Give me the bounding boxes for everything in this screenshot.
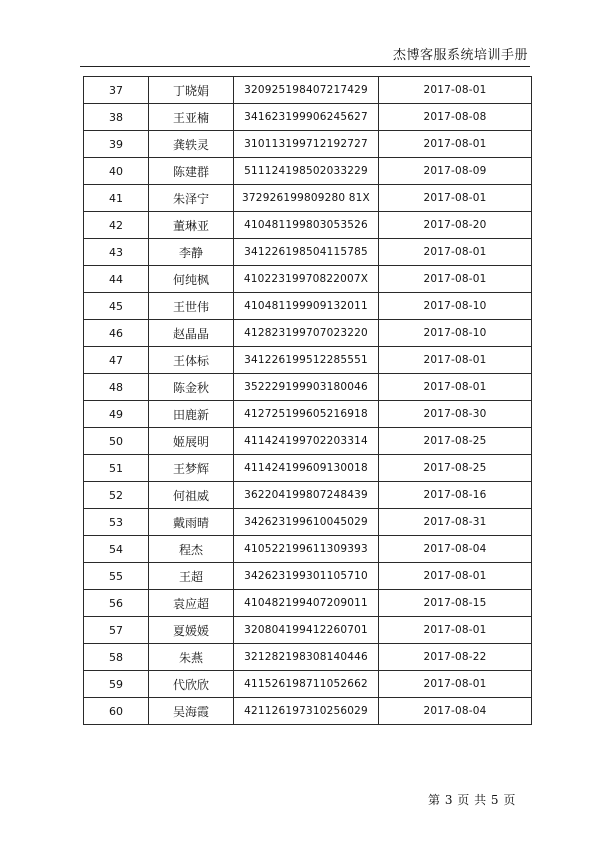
name-cell: 朱泽宁 bbox=[149, 185, 234, 212]
name-cell: 姬展明 bbox=[149, 428, 234, 455]
date-cell: 2017-08-01 bbox=[379, 266, 532, 293]
id-number-cell: 412725199605216918 bbox=[234, 401, 379, 428]
table-row bbox=[84, 536, 532, 563]
date-cell: 2017-08-10 bbox=[379, 320, 532, 347]
table-row bbox=[84, 509, 532, 536]
row-number-cell: 41 bbox=[84, 185, 149, 212]
row-number-cell: 48 bbox=[84, 374, 149, 401]
date-cell: 2017-08-01 bbox=[379, 185, 532, 212]
date-cell: 2017-08-31 bbox=[379, 509, 532, 536]
table-row bbox=[84, 320, 532, 347]
name-cell: 李静 bbox=[149, 239, 234, 266]
id-number-cell: 511124198502033229 bbox=[234, 158, 379, 185]
date-cell: 2017-08-22 bbox=[379, 644, 532, 671]
name-cell: 陈建群 bbox=[149, 158, 234, 185]
id-number-cell: 362204199807248439 bbox=[234, 482, 379, 509]
table-row bbox=[84, 617, 532, 644]
table-row bbox=[84, 482, 532, 509]
name-cell: 程杰 bbox=[149, 536, 234, 563]
table-row bbox=[84, 212, 532, 239]
row-number-cell: 47 bbox=[84, 347, 149, 374]
name-cell: 何祖威 bbox=[149, 482, 234, 509]
table-row bbox=[84, 131, 532, 158]
row-number-cell: 49 bbox=[84, 401, 149, 428]
table-row bbox=[84, 671, 532, 698]
name-cell: 戴雨晴 bbox=[149, 509, 234, 536]
trainee-table bbox=[83, 76, 532, 725]
date-cell: 2017-08-10 bbox=[379, 293, 532, 320]
id-number-cell: 410522199611309393 bbox=[234, 536, 379, 563]
id-number-cell: 341226199512285551 bbox=[234, 347, 379, 374]
date-cell: 2017-08-01 bbox=[379, 617, 532, 644]
date-cell: 2017-08-01 bbox=[379, 563, 532, 590]
date-cell: 2017-08-01 bbox=[379, 131, 532, 158]
date-cell: 2017-08-25 bbox=[379, 428, 532, 455]
row-number-cell: 56 bbox=[84, 590, 149, 617]
id-number-cell: 410482199407209011 bbox=[234, 590, 379, 617]
table-row bbox=[84, 401, 532, 428]
table-row bbox=[84, 698, 532, 725]
row-number-cell: 44 bbox=[84, 266, 149, 293]
row-number-cell: 50 bbox=[84, 428, 149, 455]
trainee-table-body bbox=[84, 77, 532, 725]
id-number-cell: 412823199707023220 bbox=[234, 320, 379, 347]
header-divider bbox=[80, 66, 530, 67]
id-number-cell: 421126197310256029 bbox=[234, 698, 379, 725]
row-number-cell: 46 bbox=[84, 320, 149, 347]
name-cell: 王梦辉 bbox=[149, 455, 234, 482]
table-row bbox=[84, 644, 532, 671]
id-number-cell: 411424199702203314 bbox=[234, 428, 379, 455]
table-row bbox=[84, 185, 532, 212]
table-row bbox=[84, 563, 532, 590]
table-row bbox=[84, 158, 532, 185]
name-cell: 吴海霞 bbox=[149, 698, 234, 725]
row-number-cell: 40 bbox=[84, 158, 149, 185]
name-cell: 龚轶灵 bbox=[149, 131, 234, 158]
table-row bbox=[84, 374, 532, 401]
page-number: 第 3 页 共 5 页 bbox=[428, 793, 516, 807]
id-number-cell: 321282198308140446 bbox=[234, 644, 379, 671]
date-cell: 2017-08-04 bbox=[379, 698, 532, 725]
name-cell: 王体标 bbox=[149, 347, 234, 374]
date-cell: 2017-08-01 bbox=[379, 347, 532, 374]
date-cell: 2017-08-01 bbox=[379, 374, 532, 401]
name-cell: 朱燕 bbox=[149, 644, 234, 671]
name-cell: 董琳亚 bbox=[149, 212, 234, 239]
date-cell: 2017-08-01 bbox=[379, 239, 532, 266]
id-number-cell: 410481199909132011 bbox=[234, 293, 379, 320]
id-number-cell: 410481199803053526 bbox=[234, 212, 379, 239]
id-number-cell: 310113199712192727 bbox=[234, 131, 379, 158]
row-number-cell: 52 bbox=[84, 482, 149, 509]
id-number-cell: 341623199906245627 bbox=[234, 104, 379, 131]
id-number-cell: 411424199609130018 bbox=[234, 455, 379, 482]
date-cell: 2017-08-15 bbox=[379, 590, 532, 617]
name-cell: 袁应超 bbox=[149, 590, 234, 617]
row-number-cell: 51 bbox=[84, 455, 149, 482]
id-number-cell: 320925198407217429 bbox=[234, 77, 379, 104]
row-number-cell: 57 bbox=[84, 617, 149, 644]
name-cell: 何纯枫 bbox=[149, 266, 234, 293]
id-number-cell: 342623199301105710 bbox=[234, 563, 379, 590]
row-number-cell: 39 bbox=[84, 131, 149, 158]
row-number-cell: 43 bbox=[84, 239, 149, 266]
date-cell: 2017-08-20 bbox=[379, 212, 532, 239]
id-number-cell: 411526198711052662 bbox=[234, 671, 379, 698]
row-number-cell: 45 bbox=[84, 293, 149, 320]
table-row bbox=[84, 347, 532, 374]
table-row bbox=[84, 428, 532, 455]
name-cell: 王超 bbox=[149, 563, 234, 590]
table-row bbox=[84, 77, 532, 104]
id-number-cell: 372926199809280 81X bbox=[234, 185, 379, 212]
id-number-cell: 342623199610045029 bbox=[234, 509, 379, 536]
id-number-cell: 320804199412260701 bbox=[234, 617, 379, 644]
document-title: 杰博客服系统培训手册 bbox=[392, 48, 528, 63]
name-cell: 陈金秋 bbox=[149, 374, 234, 401]
row-number-cell: 37 bbox=[84, 77, 149, 104]
date-cell: 2017-08-01 bbox=[379, 77, 532, 104]
table-row bbox=[84, 104, 532, 131]
table-row bbox=[84, 239, 532, 266]
date-cell: 2017-08-30 bbox=[379, 401, 532, 428]
name-cell: 代欣欣 bbox=[149, 671, 234, 698]
row-number-cell: 55 bbox=[84, 563, 149, 590]
row-number-cell: 60 bbox=[84, 698, 149, 725]
row-number-cell: 58 bbox=[84, 644, 149, 671]
name-cell: 夏媛媛 bbox=[149, 617, 234, 644]
date-cell: 2017-08-04 bbox=[379, 536, 532, 563]
table-row bbox=[84, 293, 532, 320]
id-number-cell: 341226198504115785 bbox=[234, 239, 379, 266]
name-cell: 丁晓娟 bbox=[149, 77, 234, 104]
name-cell: 王世伟 bbox=[149, 293, 234, 320]
row-number-cell: 54 bbox=[84, 536, 149, 563]
row-number-cell: 42 bbox=[84, 212, 149, 239]
row-number-cell: 53 bbox=[84, 509, 149, 536]
date-cell: 2017-08-01 bbox=[379, 671, 532, 698]
row-number-cell: 59 bbox=[84, 671, 149, 698]
table-row bbox=[84, 590, 532, 617]
date-cell: 2017-08-25 bbox=[379, 455, 532, 482]
name-cell: 田鹿新 bbox=[149, 401, 234, 428]
name-cell: 王亚楠 bbox=[149, 104, 234, 131]
id-number-cell: 41022319970822007X bbox=[234, 266, 379, 293]
date-cell: 2017-08-09 bbox=[379, 158, 532, 185]
date-cell: 2017-08-08 bbox=[379, 104, 532, 131]
table-row bbox=[84, 266, 532, 293]
table-row bbox=[84, 455, 532, 482]
row-number-cell: 38 bbox=[84, 104, 149, 131]
date-cell: 2017-08-16 bbox=[379, 482, 532, 509]
name-cell: 赵晶晶 bbox=[149, 320, 234, 347]
id-number-cell: 352229199903180046 bbox=[234, 374, 379, 401]
